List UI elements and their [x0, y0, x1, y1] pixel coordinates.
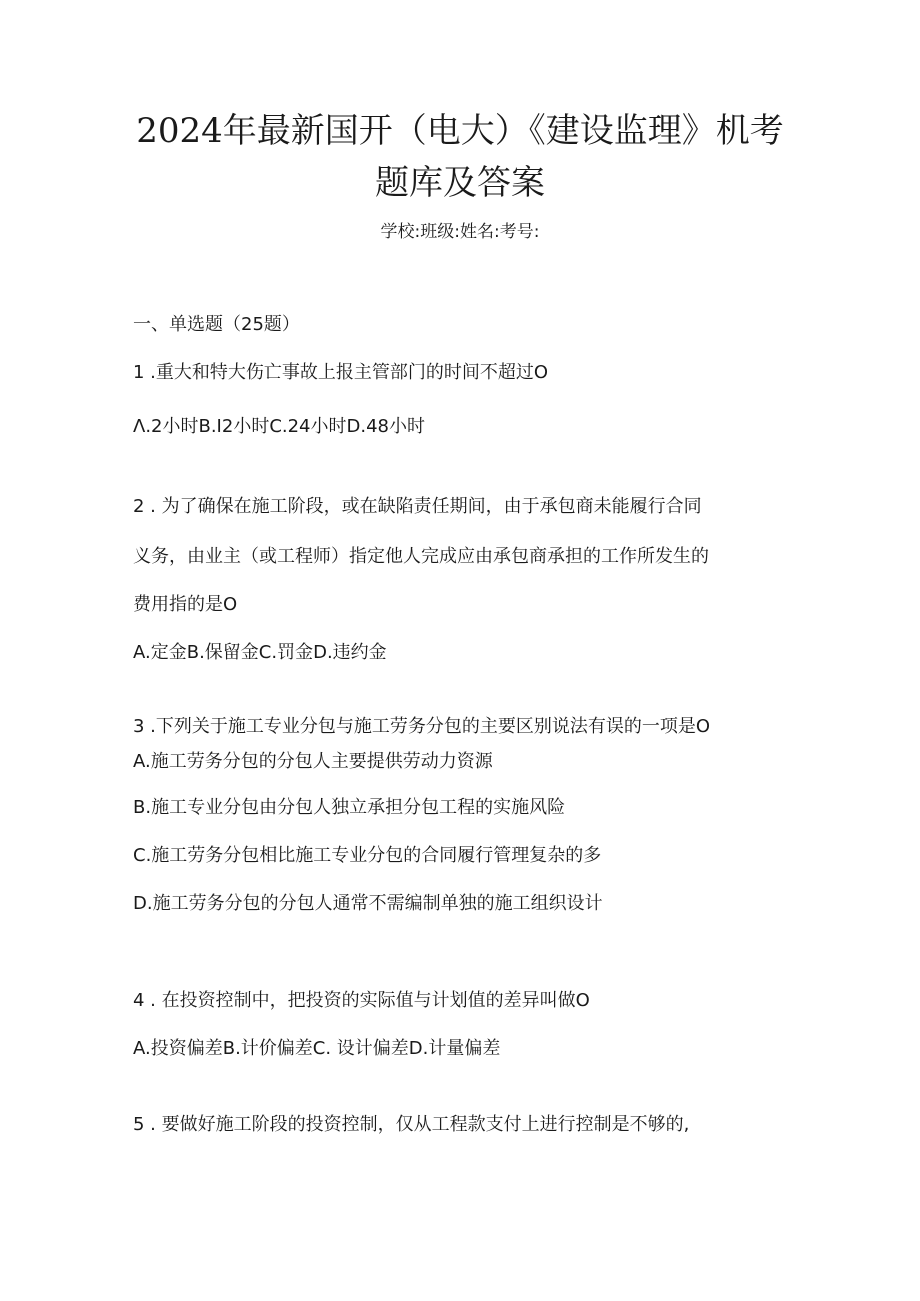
question-1-options: Λ.2小时B.I2小时C.24小时D.48小时: [133, 416, 425, 437]
question-1-stem: 1 .重大和特大伤亡事故上报主管部门的时间不超过O: [133, 362, 549, 383]
question-3-option-a: A.施工劳务分包的分包人主要提供劳动力资源: [133, 751, 493, 772]
question-2-stem-line-2: 义务，由业主（或工程师）指定他人完成应由承包商承担的工作所发生的: [133, 546, 709, 567]
question-3-option-c: C.施工劳务分包相比施工专业分包的合同履行管理复杂的多: [133, 845, 602, 866]
question-3-option-d: D.施工劳务分包的分包人通常不需编制单独的施工组织设计: [133, 893, 603, 914]
document-title-line-2: 题库及答案: [375, 163, 545, 203]
question-3-option-b: B.施工专业分包由分包人独立承担分包工程的实施风险: [133, 797, 566, 818]
document-title-line-1: 2024年最新国开（电大）《建设监理》机考: [136, 111, 784, 151]
question-5-stem: 5 . 要做好施工阶段的投资控制，仅从工程款支付上进行控制是不够的,: [133, 1114, 690, 1135]
section-heading: 一、单选题（25题）: [133, 314, 300, 335]
question-4-options: A.投资偏差B.计价偏差C. 设计偏差D.计量偏差: [133, 1038, 501, 1059]
student-info-line: 学校:班级:姓名:考号:: [380, 222, 540, 242]
question-3-stem: 3 .下列关于施工专业分包与施工劳务分包的主要区别说法有误的一项是O: [133, 716, 711, 737]
question-2-options: A.定金B.保留金C.罚金D.违约金: [133, 642, 387, 663]
question-2-stem-line-3: 费用指的是O: [133, 594, 238, 615]
question-4-stem: 4 . 在投资控制中，把投资的实际值与计划值的差异叫做O: [133, 990, 590, 1011]
question-2-stem-line-1: 2 . 为了确保在施工阶段，或在缺陷责任期间，由于承包商未能履行合同: [133, 496, 702, 517]
